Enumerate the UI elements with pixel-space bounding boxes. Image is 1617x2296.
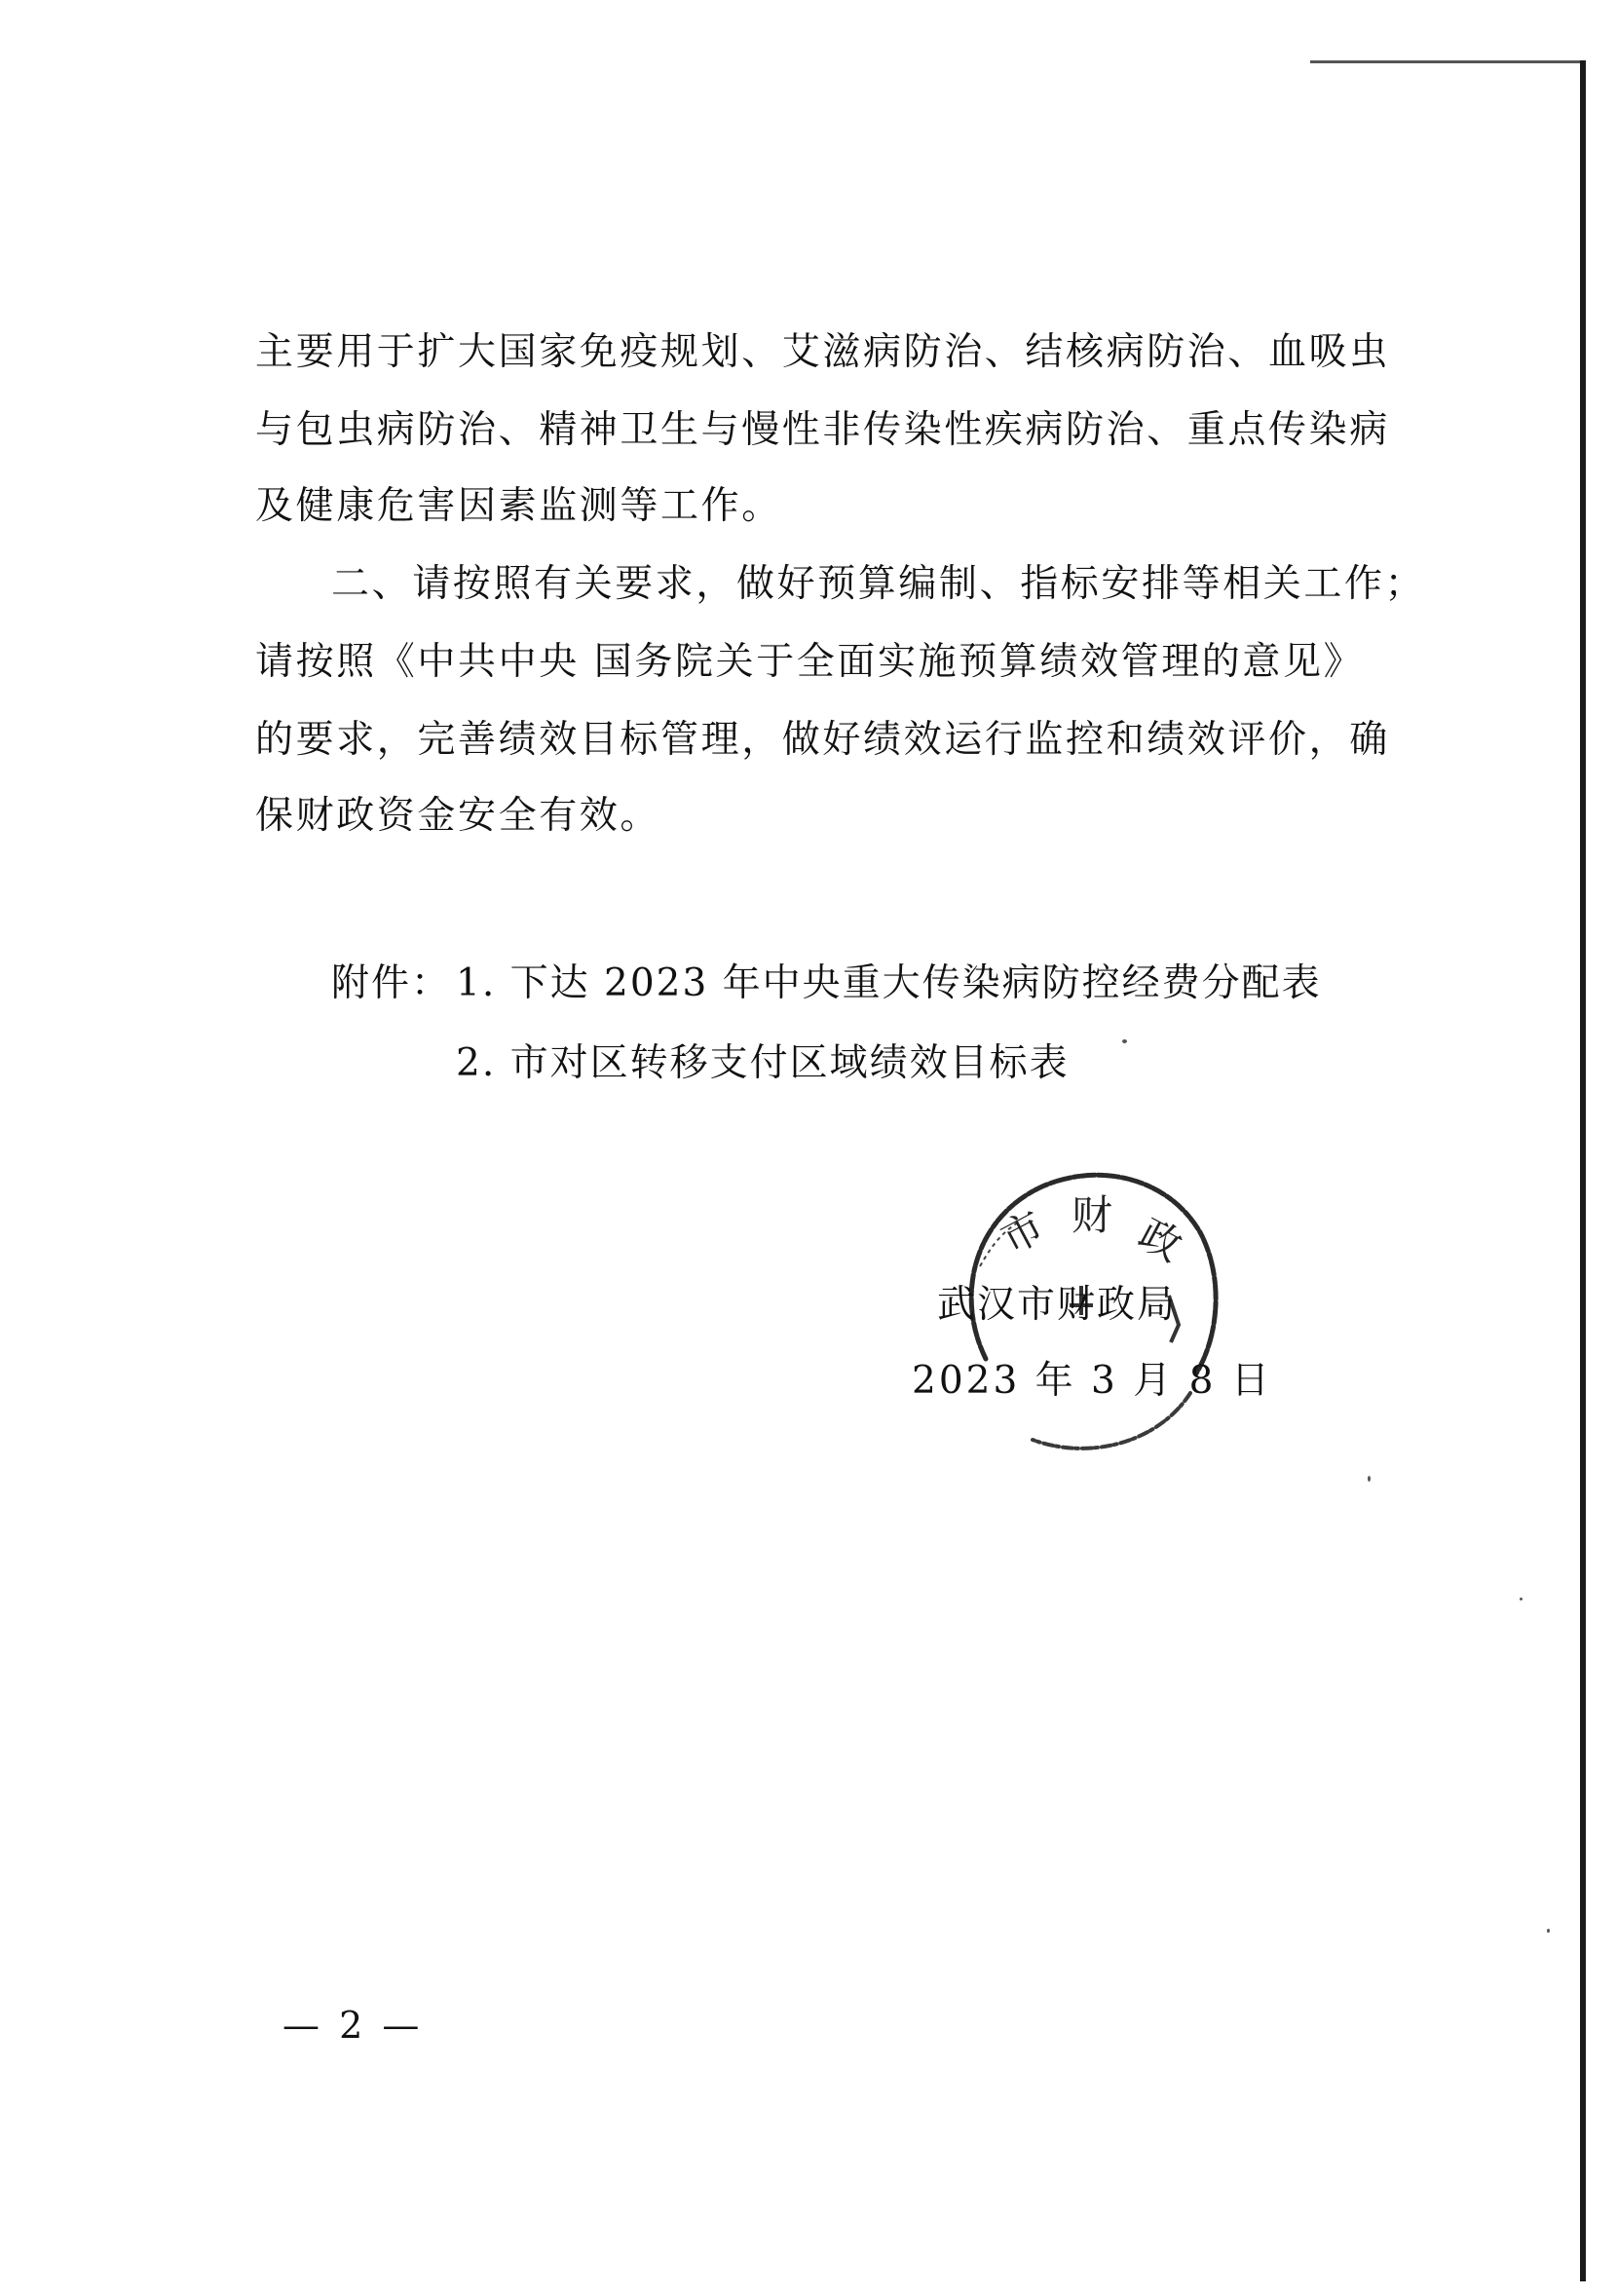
attachments-label: 附件：: [331, 961, 452, 1005]
seal-char-2: 财: [1072, 1191, 1113, 1239]
paragraph1-line2: 与包虫病防治、精神卫生与慢性非传染性疾病防治、重点传染病: [255, 408, 1390, 452]
paragraph1-line1: 主要用于扩大国家免疫规划、艾滋病防治、结核病防治、血吸虫: [255, 330, 1390, 374]
scan-speck: [1547, 1929, 1550, 1933]
scan-edge-top: [1310, 60, 1583, 63]
scan-speck: [1368, 1476, 1371, 1482]
issuer-name: 武汉市财政局: [937, 1283, 1178, 1327]
scan-edge-right: [1580, 60, 1586, 2281]
attachment-item-2: 2. 市对区转移支付区域绩效目标表: [456, 1041, 1070, 1085]
paragraph2-line2: 请按照《中共中央 国务院关于全面实施预算绩效管理的意见》: [255, 640, 1365, 684]
paragraph2-line1: 二、请按照有关要求，做好预算编制、指标安排等相关工作；: [331, 562, 1426, 606]
paragraph2-line4: 保财政资金安全有效。: [255, 794, 661, 838]
scan-speck: [1520, 1598, 1523, 1600]
seal-char-3: 政: [1131, 1209, 1190, 1271]
scan-speck: [1122, 1039, 1127, 1043]
issue-date: 2023 年 3 月 8 日: [912, 1359, 1272, 1403]
paragraph2-line3: 的要求，完善绩效目标管理，做好绩效运行监控和绩效评价，确: [255, 718, 1390, 762]
page-number: — 2 —: [282, 2004, 424, 2047]
attachment-item-1: 1. 下达 2023 年中央重大传染病防控经费分配表: [456, 961, 1322, 1005]
seal-char-1: 市: [993, 1201, 1052, 1263]
paragraph1-line3: 及健康危害因素监测等工作。: [255, 484, 782, 528]
